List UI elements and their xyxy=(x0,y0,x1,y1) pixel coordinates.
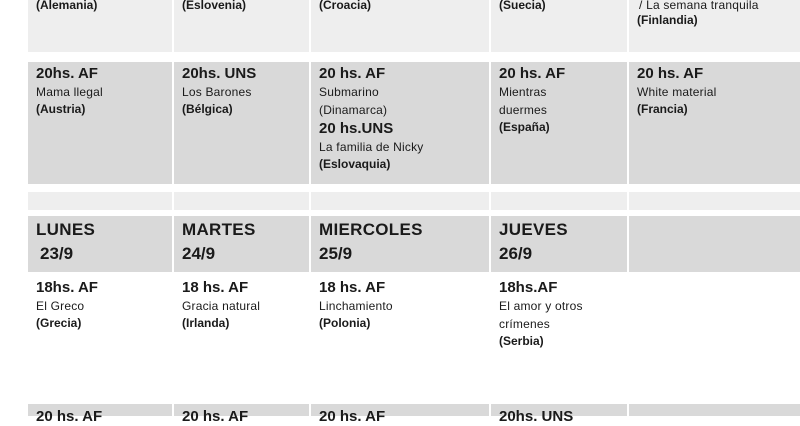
screening-time: 18hs. AF xyxy=(36,279,98,296)
cell-top-3 xyxy=(311,0,489,52)
screening-time: 18 hs. AF xyxy=(319,279,386,296)
cell-18-3 xyxy=(311,276,489,396)
screening-time: 20 hs. AF xyxy=(637,65,704,82)
cell-20-2 xyxy=(174,62,309,184)
day-name: LUNES xyxy=(36,220,96,239)
country-label: (España) xyxy=(499,120,550,134)
day-name: MIERCOLES xyxy=(319,220,423,239)
country-label: (Eslovenia) xyxy=(182,0,247,12)
day-date: 25/9 xyxy=(319,244,353,263)
screening-time: 20 hs. AF xyxy=(182,408,249,425)
country-label: (Serbia) xyxy=(499,334,544,348)
screening-time-2: 20 hs.UNS xyxy=(319,120,394,137)
film-title-cont: duermes xyxy=(499,103,548,117)
day-name: MARTES xyxy=(182,220,256,239)
cell-18-4 xyxy=(491,276,627,396)
cell-20-1 xyxy=(28,62,172,184)
spacer-cell xyxy=(629,192,800,210)
day-header-miercoles xyxy=(311,216,489,272)
country-label: (Francia) xyxy=(637,102,688,116)
day-date: 24/9 xyxy=(182,244,216,263)
cell-bottom-2 xyxy=(174,404,309,425)
screening-time: 18 hs. AF xyxy=(182,279,249,296)
country-label: (Irlanda) xyxy=(182,316,230,330)
country-label: (Austria) xyxy=(36,102,86,116)
film-title: El amor y otros xyxy=(499,299,583,313)
screening-time: 20 hs. AF xyxy=(36,408,103,425)
country-label: (Bélgica) xyxy=(182,102,233,116)
film-title: Gracia natural xyxy=(182,299,261,313)
screening-time: 20hs. AF xyxy=(36,65,98,82)
cell-bottom-1 xyxy=(28,404,172,425)
day-header-empty xyxy=(629,216,800,272)
spacer-cell xyxy=(28,192,172,210)
cell-bottom-4 xyxy=(491,404,627,425)
film-title: / La semana tranquila xyxy=(639,0,759,12)
day-header-martes xyxy=(174,216,309,272)
film-title: Linchamiento xyxy=(319,299,393,313)
cell-18-2 xyxy=(174,276,309,396)
day-header-jueves xyxy=(491,216,627,272)
spacer-cell xyxy=(491,192,627,210)
country-label-2: (Eslovaquia) xyxy=(319,157,391,171)
cell-top-5 xyxy=(629,0,800,52)
day-name: JUEVES xyxy=(499,220,568,239)
spacer-cell xyxy=(174,192,309,210)
film-title: El Greco xyxy=(36,299,85,313)
film-title-cont: crímenes xyxy=(499,317,550,331)
film-title: Submarino xyxy=(319,85,379,99)
screening-time: 20hs. UNS xyxy=(182,65,257,82)
spacer-cell xyxy=(311,192,489,210)
film-title: Los Barones xyxy=(182,85,252,99)
day-date: 26/9 xyxy=(499,244,533,263)
cell-20-5 xyxy=(629,62,800,184)
film-title: Mientras xyxy=(499,85,547,99)
cell-20-3 xyxy=(311,62,489,184)
day-date: 23/9 xyxy=(40,244,74,263)
screening-time: 20hs. UNS xyxy=(499,408,574,425)
cell-bottom-5 xyxy=(629,404,800,416)
film-title: Mama llegal xyxy=(36,85,103,99)
film-title-cont: (Dinamarca) xyxy=(319,103,388,117)
cell-top-2 xyxy=(174,0,309,52)
screening-time: 18hs.AF xyxy=(499,279,558,296)
cell-18-1 xyxy=(28,276,172,396)
cell-top-4 xyxy=(491,0,627,52)
country-label: (Alemania) xyxy=(36,0,98,12)
country-label: (Finlandia) xyxy=(637,13,698,27)
day-header-lunes xyxy=(28,216,172,272)
screening-time: 20 hs. AF xyxy=(319,65,386,82)
cell-20-4 xyxy=(491,62,627,184)
film-title: White material xyxy=(637,85,717,99)
cell-bottom-3 xyxy=(311,404,489,425)
country-label: (Croacia) xyxy=(319,0,372,12)
screening-time: 20 hs. AF xyxy=(499,65,566,82)
film-title-2: La familia de Nicky xyxy=(319,140,424,154)
country-label: (Polonia) xyxy=(319,316,371,330)
country-label: (Suecia) xyxy=(499,0,546,12)
cell-top-1 xyxy=(28,0,172,52)
cell-18-5 xyxy=(629,276,800,396)
country-label: (Grecia) xyxy=(36,316,82,330)
screening-time: 20 hs. AF xyxy=(319,408,386,425)
